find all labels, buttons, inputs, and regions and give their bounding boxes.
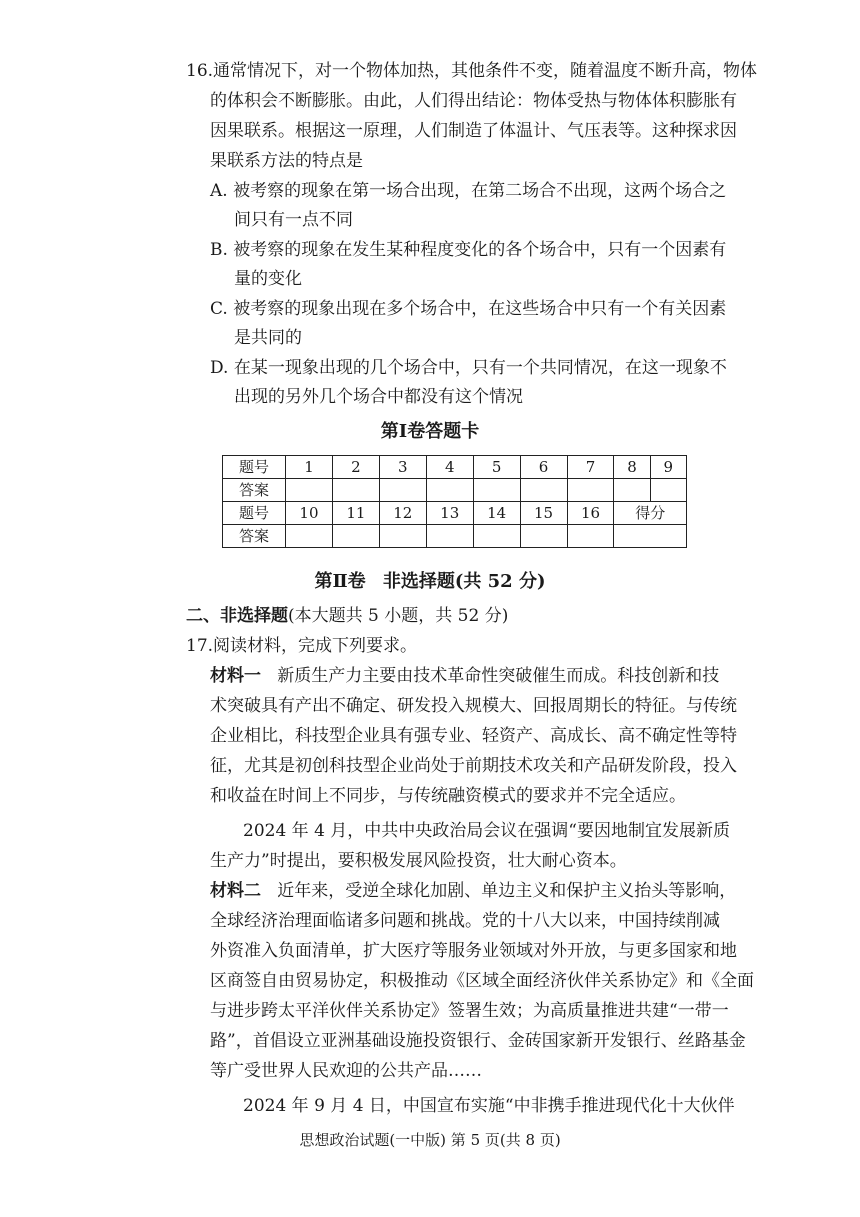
q16-line-2: 的体积会不断膨胀。由此，人们得出结论：物体受热与物体体积膨胀有 — [210, 91, 737, 111]
row-head-question-number: 题号 — [223, 456, 286, 479]
material-2-line-1 — [210, 880, 736, 902]
answer-cell[interactable] — [473, 525, 520, 548]
question-number-cell: 15 — [520, 502, 567, 525]
question-number-cell: 2 — [332, 456, 379, 479]
row-head-answer: 答案 — [223, 525, 286, 548]
section-2-heading — [186, 605, 508, 627]
question-number-cell: 14 — [473, 502, 520, 525]
section-2-heading-bold: 二、非选择题 — [186, 606, 288, 626]
material-1-line-4: 征，尤其是初创科技型企业尚处于前期技术攻关和产品研发阶段，投入 — [210, 756, 737, 776]
answer-cell[interactable] — [426, 525, 473, 548]
q17-prompt: 17.阅读材料，完成下列要求。 — [186, 636, 418, 656]
material-1-label: 材料一 — [210, 666, 261, 686]
section-2-title-strong: 第Ⅱ卷 — [314, 571, 366, 592]
answer-cell[interactable] — [567, 525, 614, 548]
q16-option-a-cont: 间只有一点不同 — [234, 210, 353, 230]
material-1-p2-line-1: 2024 年 4 月，中共中央政治局会议在强调“要因地制宜发展新质 — [243, 821, 730, 841]
material-1-text: 新质生产力主要由技术革命性突破催生而成。科技创新和技 — [277, 666, 720, 686]
answer-card-table — [222, 455, 687, 548]
answer-cell[interactable] — [567, 479, 614, 502]
material-2-line-2: 全球经济治理面临诸多问题和挑战。党的十八大以来，中国持续削减 — [210, 911, 720, 931]
page-footer: 思想政治试题(一中版) 第 5 页(共 8 页) — [299, 1131, 561, 1149]
answer-cell[interactable] — [614, 479, 650, 502]
question-number-cell: 12 — [379, 502, 426, 525]
material-2-text: 近年来，受逆全球化加剧、单边主义和保护主义抬头等影响， — [277, 881, 737, 901]
question-number-cell: 11 — [332, 502, 379, 525]
section-2-title-rest: 非选择题(共 52 分) — [382, 571, 546, 592]
q16-option-a: A. 被考察的现象在第一场合出现，在第二场合不出现，这两个场合之 — [210, 181, 727, 201]
question-number-cell: 3 — [379, 456, 426, 479]
q16-option-b-cont: 量的变化 — [234, 269, 302, 289]
answer-cell[interactable] — [286, 525, 333, 548]
answer-cell[interactable] — [520, 525, 567, 548]
q16-line-3: 因果联系。根据这一原理，人们制造了体温计、气压表等。这种探求因 — [210, 121, 737, 141]
q16-line-4: 果联系方法的特点是 — [210, 151, 363, 171]
material-2-label: 材料二 — [210, 881, 261, 901]
section-2-title — [0, 570, 860, 594]
material-1-line-3: 企业相比，科技型企业具有强专业、轻资产、高成长、高不确定性等特 — [210, 726, 737, 746]
answer-cell[interactable] — [379, 525, 426, 548]
question-number-cell: 1 — [286, 456, 333, 479]
material-1-line-5: 和收益在时间上不同步，与传统融资模式的要求并不完全适应。 — [210, 786, 686, 806]
material-2-line-4: 区商签自由贸易协定，积极推动《区域全面经济伙伴关系协定》和《全面 — [210, 971, 754, 991]
question-number-cell: 16 — [567, 502, 614, 525]
material-2-line-6: 路”，首倡设立亚洲基础设施投资银行、金砖国家新开发银行、丝路基金 — [210, 1031, 746, 1051]
answer-card-title: 第Ⅰ卷答题卡 — [380, 421, 480, 442]
q16-line-1: 16.通常情况下，对一个物体加热，其他条件不变，随着温度不断升高，物体 — [186, 61, 758, 81]
answer-cell[interactable] — [473, 479, 520, 502]
score-label: 得分 — [614, 502, 687, 525]
q16-option-d: D. 在某一现象出现的几个场合中，只有一个共同情况，在这一现象不 — [210, 358, 727, 378]
row-head-answer: 答案 — [223, 479, 286, 502]
score-cell[interactable] — [614, 525, 687, 548]
answer-cell[interactable] — [332, 525, 379, 548]
material-1-line-1 — [210, 665, 719, 687]
material-2-line-7: 等广受世界人民欢迎的公共产品…… — [210, 1061, 482, 1081]
question-number-cell: 8 — [614, 456, 650, 479]
question-number-cell: 9 — [650, 456, 686, 479]
question-number-cell: 13 — [426, 502, 473, 525]
question-number-cell: 6 — [520, 456, 567, 479]
answer-cell[interactable] — [379, 479, 426, 502]
material-1-p2-line-2: 生产力”时提出，要积极发展风险投资，壮大耐心资本。 — [210, 851, 627, 871]
answer-cell[interactable] — [650, 479, 686, 502]
answer-cell[interactable] — [520, 479, 567, 502]
answer-cell[interactable] — [426, 479, 473, 502]
question-number-cell: 4 — [426, 456, 473, 479]
material-2-line-5: 与进步跨太平洋伙伴关系协定》签署生效；为高质量推进共建“一带一 — [210, 1001, 729, 1021]
row-head-question-number: 题号 — [223, 502, 286, 525]
question-number-cell: 10 — [286, 502, 333, 525]
q16-option-d-cont: 出现的另外几个场合中都没有这个情况 — [234, 387, 523, 407]
material-1-line-2: 术突破具有产出不确定、研发投入规模大、回报周期长的特征。与传统 — [210, 696, 737, 716]
answer-cell[interactable] — [332, 479, 379, 502]
q16-option-b: B. 被考察的现象在发生某种程度变化的各个场合中，只有一个因素有 — [210, 240, 727, 260]
material-2-p2-line-1: 2024 年 9 月 4 日，中国宣布实施“中非携手推进现代化十大伙伴 — [243, 1096, 735, 1116]
material-2-line-3: 外资准入负面清单，扩大医疗等服务业领域对外开放，与更多国家和地 — [210, 941, 737, 961]
q16-option-c-cont: 是共同的 — [234, 328, 302, 348]
question-number-cell: 7 — [567, 456, 614, 479]
question-number-cell: 5 — [473, 456, 520, 479]
answer-cell[interactable] — [286, 479, 333, 502]
section-2-heading-rest: (本大题共 5 小题，共 52 分) — [288, 606, 509, 626]
q16-option-c: C. 被考察的现象出现在多个场合中，在这些场合中只有一个有关因素 — [210, 299, 727, 319]
